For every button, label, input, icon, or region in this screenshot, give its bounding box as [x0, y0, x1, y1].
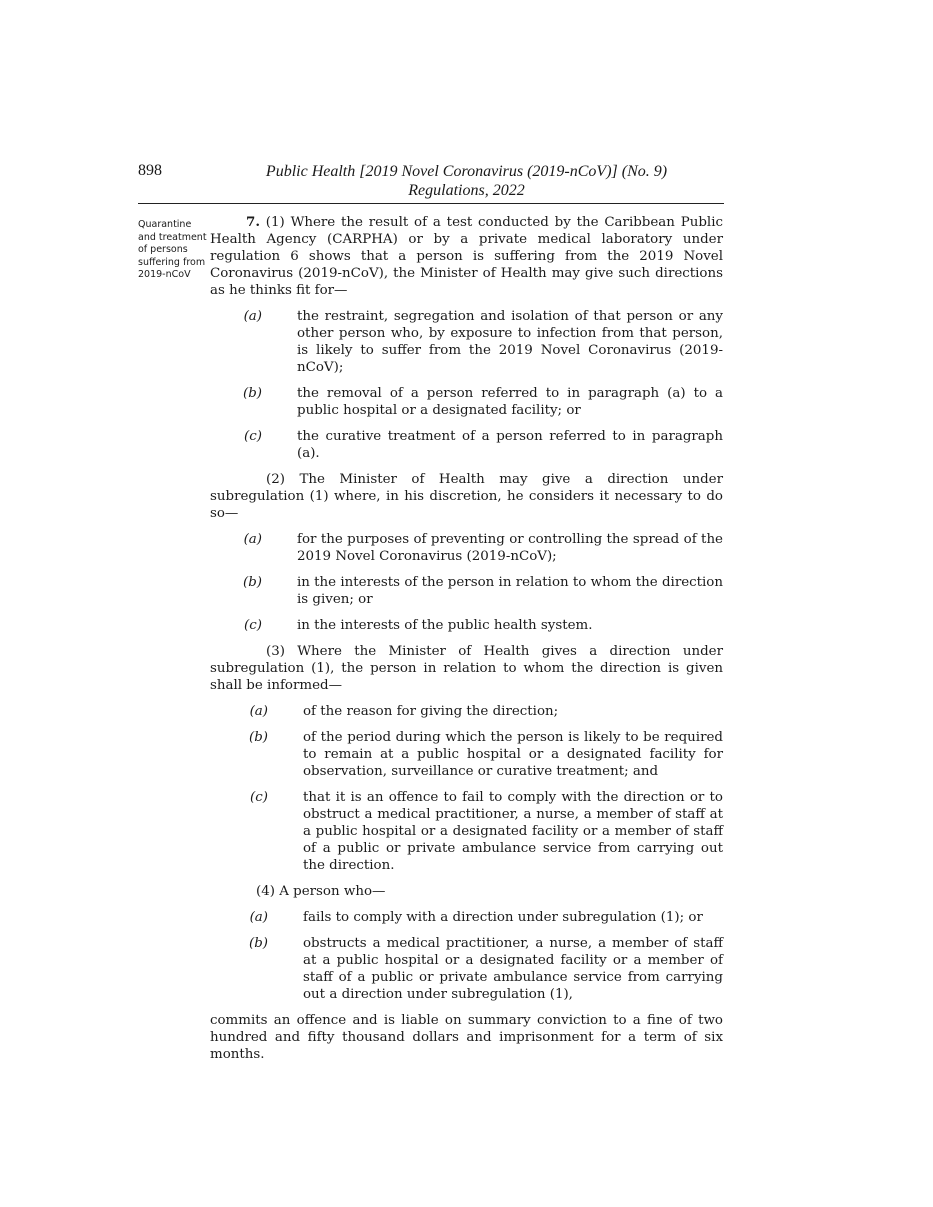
item-label: (a) [243, 309, 262, 324]
page-number: 898 [138, 162, 162, 179]
item-label: (c) [250, 790, 268, 805]
running-head [210, 162, 723, 200]
regulation-body [210, 214, 723, 1063]
item-label: (b) [248, 730, 268, 745]
item-text: for the purposes of preventing or controlling the spread of the 2019 Novel Coronavirus (2019-nCoV); [297, 532, 723, 564]
item-text: in the interests of the public health system. [297, 618, 593, 633]
list-item [244, 617, 723, 634]
subregulation-2-intro: (2) The Minister of Health may give a direction under subregulation (1) where, in his discretion, he considers it necessary to do so— [210, 472, 723, 521]
item-text: in the interests of the person in relation to whom the direction is given; or [297, 575, 723, 607]
item-text: fails to comply with a direction under subregulation (1); or [303, 910, 703, 925]
list-item [248, 935, 723, 1003]
list-item [244, 428, 723, 462]
subregulation-4-list [210, 909, 723, 1003]
item-text: obstructs a medical practitioner, a nurse, a member of staff at a public hospital or a designated facility or a member of staff of a public or private ambulance service from carrying out a direction under subregulation (1), [303, 936, 723, 1002]
list-item [243, 308, 723, 376]
item-label: (a) [249, 910, 268, 925]
list-item [249, 703, 723, 720]
subregulation-3-intro: (3) Where the Minister of Health gives a direction under subregulation (1), the person in relation to whom the direction is given shall be informed— [210, 644, 723, 693]
item-label: (c) [244, 618, 262, 633]
header-rule [138, 203, 724, 204]
item-label: (b) [248, 936, 268, 951]
list-item [242, 385, 723, 419]
item-label: (b) [242, 575, 262, 590]
subregulation-1-text: (1) Where the result of a test conducted by the Caribbean Public Health Agency (CARPHA) or by a private medical laboratory under regulation 6 shows that a person is suffering from the 2019 Novel Coronavirus (2019-nCoV), the Minister of Health may give such directions as he thinks fit for— [210, 215, 723, 298]
list-item [242, 574, 723, 608]
subregulation-4-closing: commits an offence and is liable on summary conviction to a fine of two hundred and fifty thousand dollars and imprisonment for a term of six months. [210, 1013, 723, 1062]
item-text: of the period during which the person is likely to be required to remain at a public hospital or a designated facility for observation, surveillance or curative treatment; and [303, 730, 723, 779]
item-text: the removal of a person referred to in paragraph (a) to a public hospital or a designated facility; or [297, 386, 723, 418]
regulation-number: 7. [246, 214, 260, 230]
subregulation-4-intro: (4) A person who— [256, 884, 386, 899]
item-label: (a) [243, 532, 262, 547]
subregulation-1-intro [210, 214, 723, 299]
item-label: (a) [249, 704, 268, 719]
item-text: that it is an offence to fail to comply with the direction or to obstruct a medical practitioner, a nurse, a member of staff at a public hospital or a designated facility or a member of staff of a public or private ambulance service from carrying out the direction. [303, 790, 723, 873]
list-item [250, 789, 723, 874]
list-item [243, 531, 723, 565]
list-item [248, 729, 723, 780]
marginal-note: Quarantine and treatment of persons suffering from 2019-nCoV [138, 219, 207, 280]
item-label: (c) [244, 429, 262, 444]
running-head-line2: Regulations, 2022 [408, 182, 525, 199]
item-text: the restraint, segregation and isolation of that person or any other person who, by exposure to infection from that person, is likely to suffer from the 2019 Novel Coronavirus (2019-nCoV); [297, 309, 723, 375]
list-item [249, 909, 723, 926]
subregulation-3-list [210, 703, 723, 874]
subregulation-1-list [210, 308, 723, 462]
subregulation-2-list [210, 531, 723, 634]
running-head-line1: Public Health [2019 Novel Coronavirus (2019-nCoV)] (No. 9) [265, 163, 668, 180]
item-text: of the reason for giving the direction; [303, 704, 559, 719]
item-text: the curative treatment of a person referred to in paragraph (a). [297, 429, 723, 461]
item-label: (b) [242, 386, 262, 401]
